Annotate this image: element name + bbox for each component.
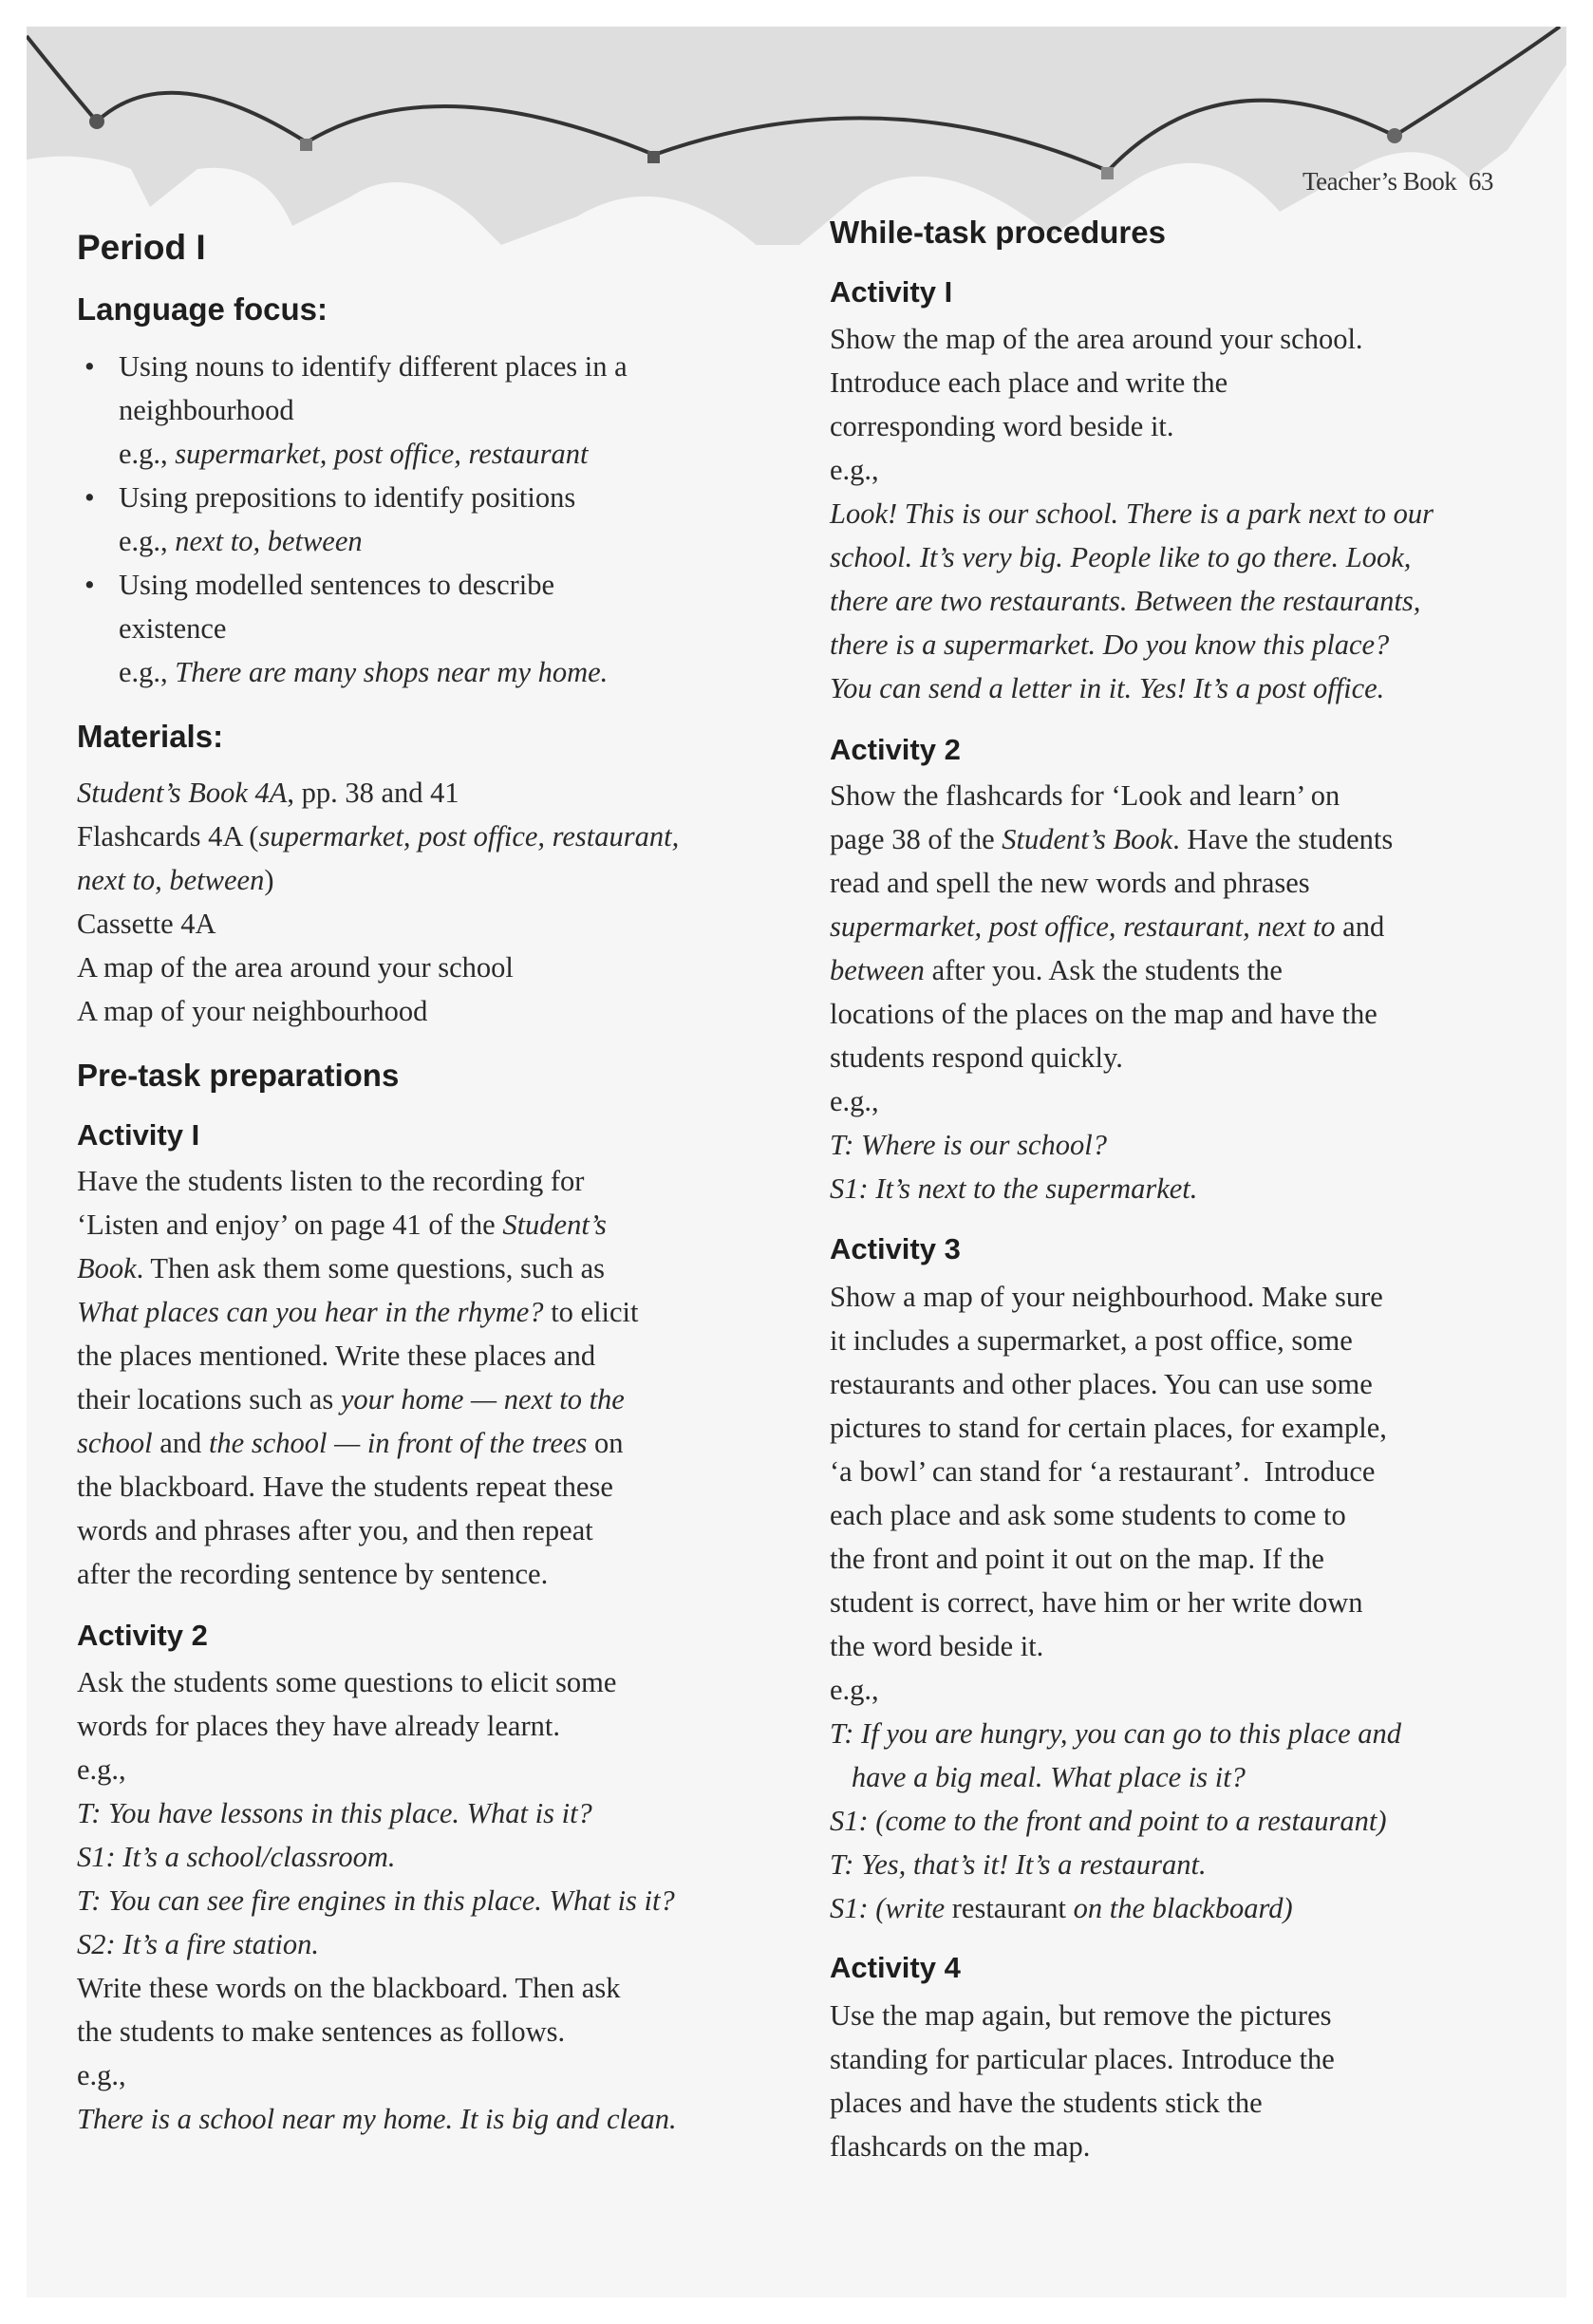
text-line bbox=[830, 1167, 1393, 1210]
italic-text: What places can you hear in the rhyme? bbox=[77, 1296, 544, 1328]
text: , pp. 38 and 41 bbox=[287, 777, 459, 809]
text: Flashcards 4A ( bbox=[77, 820, 259, 853]
text: locations of the places on the map and have the bbox=[830, 998, 1377, 1030]
text: places and have the students stick the bbox=[830, 2087, 1263, 2119]
text: A map of your neighbourhood bbox=[77, 995, 428, 1027]
text: it includes a supermarket, a post office, some bbox=[830, 1324, 1353, 1357]
text: Using modelled sentences to describe bbox=[119, 569, 555, 601]
italic-text: there are two restaurants. Between the restaurants, bbox=[830, 585, 1421, 617]
text-line bbox=[830, 1843, 1401, 1886]
text-line bbox=[830, 2081, 1335, 2125]
text-line bbox=[77, 1552, 639, 1596]
text-line bbox=[77, 858, 679, 902]
text: e.g., bbox=[119, 438, 176, 470]
italic-text: You can send a letter in it. Yes! It’s a post office. bbox=[830, 672, 1385, 704]
italic-text: T: Where is our school? bbox=[830, 1129, 1107, 1161]
text: words for places they have already learnt. bbox=[77, 1710, 560, 1742]
text: standing for particular places. Introduce the bbox=[830, 2043, 1335, 2075]
italic-text: your home — next to the bbox=[340, 1383, 625, 1415]
whiletask-heading: While-task procedures bbox=[830, 215, 1166, 250]
text-line bbox=[830, 1581, 1401, 1624]
text-line bbox=[77, 1334, 639, 1378]
text-line bbox=[830, 448, 1434, 492]
pretask-activity1-text bbox=[77, 1159, 639, 1596]
bullet-item bbox=[84, 563, 764, 694]
text: each place and ask some students to come to bbox=[830, 1499, 1346, 1531]
text: Cassette 4A bbox=[77, 908, 216, 940]
italic-text: There is a school near my home. It is big and clean. bbox=[77, 2103, 677, 2135]
text: restaurants and other places. You can use some bbox=[830, 1368, 1373, 1400]
text: the blackboard. Have the students repeat these bbox=[77, 1471, 613, 1503]
text: the places mentioned. Write these places and bbox=[77, 1340, 596, 1372]
text: and bbox=[1335, 910, 1385, 943]
text-line bbox=[830, 1123, 1393, 1167]
text-line bbox=[830, 1406, 1401, 1450]
text: Introduce each place and write the bbox=[830, 366, 1228, 399]
whiletask-activity3-heading: Activity 3 bbox=[830, 1232, 961, 1265]
text: the students to make sentences as follows. bbox=[77, 2015, 566, 2048]
italic-text: T: You have lessons in this place. What is it? bbox=[77, 1797, 592, 1829]
italic-text: next to, between bbox=[77, 864, 265, 896]
text-line bbox=[77, 815, 679, 858]
italic-text: S1: It’s next to the supermarket. bbox=[830, 1172, 1198, 1205]
italic-text: supermarket, post office, restaurant, next to bbox=[830, 910, 1336, 943]
pretask-heading: Pre-task preparations bbox=[77, 1058, 400, 1093]
text-line bbox=[830, 1036, 1393, 1079]
page-number: 63 bbox=[1468, 167, 1493, 196]
materials-list bbox=[77, 771, 679, 1033]
text: flashcards on the map. bbox=[830, 2130, 1091, 2163]
italic-text: Student’s bbox=[502, 1209, 607, 1241]
text: and bbox=[152, 1427, 209, 1459]
text-line bbox=[77, 1791, 677, 1835]
italic-text: Book bbox=[77, 1252, 137, 1284]
text-line bbox=[77, 1879, 677, 1922]
text-line bbox=[119, 476, 764, 519]
text: Use the map again, but remove the pictures bbox=[830, 1999, 1332, 2032]
text: . Then ask them some questions, such as bbox=[136, 1252, 605, 1284]
italic-text: T: If you are hungry, you can go to this place and bbox=[830, 1717, 1402, 1750]
text-line bbox=[830, 1755, 1401, 1799]
text-line bbox=[830, 666, 1434, 710]
text-line bbox=[77, 1704, 677, 1748]
text: after you. Ask the students the bbox=[924, 954, 1283, 986]
whiletask-activity3-text bbox=[830, 1275, 1401, 1930]
text: e.g., bbox=[77, 1753, 126, 1786]
text-line bbox=[77, 1465, 639, 1509]
text: ‘Listen and enjoy’ on page 41 of the bbox=[77, 1209, 503, 1241]
text: pictures to stand for certain places, for example, bbox=[830, 1412, 1387, 1444]
language-focus-list bbox=[84, 345, 764, 694]
bullet-icon: • bbox=[84, 569, 95, 601]
text-line bbox=[77, 946, 679, 989]
text-line bbox=[77, 989, 679, 1033]
pretask-activity2-heading: Activity 2 bbox=[77, 1619, 208, 1652]
text-line bbox=[830, 905, 1393, 948]
text-line bbox=[830, 2037, 1335, 2081]
text-line bbox=[830, 492, 1434, 535]
text-line bbox=[77, 1748, 677, 1791]
text: Using nouns to identify different places in a bbox=[119, 350, 628, 383]
language-focus-heading: Language focus: bbox=[77, 291, 328, 327]
text: the front and point it out on the map. If the bbox=[830, 1543, 1324, 1575]
text-line bbox=[77, 1922, 677, 1966]
text-line bbox=[830, 579, 1434, 623]
italic-text: the school — in front of the trees bbox=[208, 1427, 588, 1459]
text: Using prepositions to identify positions bbox=[119, 481, 576, 514]
text-line bbox=[830, 1537, 1401, 1581]
text-line bbox=[77, 1246, 639, 1290]
text: e.g., bbox=[830, 1674, 879, 1706]
text: Have the students listen to the recording for bbox=[77, 1165, 585, 1197]
banner-band bbox=[27, 27, 1566, 245]
text: corresponding word beside it. bbox=[830, 410, 1174, 442]
italic-text: T: Yes, that’s it! It’s a restaurant. bbox=[830, 1848, 1207, 1881]
text-line bbox=[77, 1966, 677, 2010]
text-line bbox=[830, 1493, 1401, 1537]
text: A map of the area around your school bbox=[77, 951, 514, 984]
text: Show a map of your neighbourhood. Make sure bbox=[830, 1281, 1383, 1313]
text-line bbox=[119, 519, 764, 563]
pin-icon bbox=[89, 114, 104, 129]
text-line bbox=[77, 2010, 677, 2053]
text-line bbox=[77, 1378, 639, 1421]
text: ‘a bowl’ can stand for ‘a restaurant’. Introduce bbox=[830, 1455, 1376, 1488]
pretask-activity1-heading: Activity I bbox=[77, 1118, 200, 1152]
text: e.g., bbox=[830, 1085, 879, 1117]
bullet-item bbox=[84, 476, 764, 563]
italic-text: supermarket, post office, restaurant, bbox=[258, 820, 680, 853]
text: Show the flashcards for ‘Look and learn’ on bbox=[830, 779, 1340, 812]
italic-text: Student’s Book 4A bbox=[77, 777, 288, 809]
text-line bbox=[830, 1799, 1401, 1843]
text-line bbox=[77, 1159, 639, 1203]
italic-text: on the blackboard) bbox=[1066, 1892, 1293, 1924]
text-line bbox=[77, 1421, 639, 1465]
italic-text: next to, between bbox=[175, 525, 363, 557]
text-line bbox=[830, 1079, 1393, 1123]
text-line bbox=[830, 623, 1434, 666]
whiletask-activity1-heading: Activity I bbox=[830, 275, 953, 309]
pin-icon bbox=[1101, 167, 1114, 179]
text: Write these words on the blackboard. Then ask bbox=[77, 1972, 621, 2004]
text-line bbox=[119, 607, 764, 650]
text-line bbox=[830, 535, 1434, 579]
italic-text: Student’s Book bbox=[1002, 823, 1173, 855]
text-line bbox=[119, 563, 764, 607]
text: neighbourhood bbox=[119, 394, 294, 426]
italic-text: S1: It’s a school/classroom. bbox=[77, 1841, 396, 1873]
italic-text: S1: (write bbox=[830, 1892, 952, 1924]
whiletask-activity4-text bbox=[830, 1994, 1335, 2168]
text-line bbox=[830, 2125, 1335, 2168]
italic-text: between bbox=[830, 954, 925, 986]
text-line bbox=[830, 1668, 1401, 1712]
text: e.g., bbox=[119, 525, 176, 557]
text-line bbox=[77, 902, 679, 946]
text-line bbox=[119, 345, 764, 388]
pin-icon bbox=[647, 151, 660, 163]
italic-text: school bbox=[77, 1427, 153, 1459]
text-line bbox=[830, 774, 1393, 817]
text-line bbox=[830, 817, 1393, 861]
text: on bbox=[587, 1427, 624, 1459]
text-line bbox=[119, 388, 764, 432]
pretask-activity2-text bbox=[77, 1660, 677, 2141]
whiletask-activity4-heading: Activity 4 bbox=[830, 1951, 961, 1984]
book-title: Teacher’s Book bbox=[1303, 167, 1457, 196]
whiletask-activity2-heading: Activity 2 bbox=[830, 733, 961, 766]
text-line bbox=[119, 432, 764, 476]
text: restaurant bbox=[951, 1892, 1067, 1924]
bullet-item bbox=[84, 345, 764, 476]
text-line bbox=[830, 1450, 1401, 1493]
text-line bbox=[77, 1509, 639, 1552]
italic-text: school. It’s very big. People like to go there. Look, bbox=[830, 541, 1412, 573]
text-line bbox=[830, 361, 1434, 404]
italic-text: Look! This is our school. There is a park next to our bbox=[830, 497, 1434, 530]
italic-text: There are many shops near my home. bbox=[175, 656, 609, 688]
text: read and spell the new words and phrases bbox=[830, 867, 1310, 899]
text: student is correct, have him or her write down bbox=[830, 1586, 1363, 1619]
bullet-icon: • bbox=[84, 481, 95, 514]
italic-text: there is a supermarket. Do you know this place? bbox=[830, 628, 1390, 661]
text-line bbox=[77, 771, 679, 815]
text-line bbox=[77, 1203, 639, 1246]
text: ) bbox=[264, 864, 274, 896]
period-title: Period I bbox=[77, 228, 206, 267]
text: Show the map of the area around your school. bbox=[830, 323, 1363, 355]
text-line bbox=[830, 1994, 1335, 2037]
text: after the recording sentence by sentence. bbox=[77, 1558, 549, 1590]
text-line bbox=[830, 1362, 1401, 1406]
text-line bbox=[830, 404, 1434, 448]
running-header bbox=[1303, 167, 1493, 197]
italic-text: have a big meal. What place is it? bbox=[830, 1761, 1246, 1793]
text: e.g., bbox=[77, 2059, 126, 2091]
text-line bbox=[830, 1319, 1401, 1362]
text: e.g., bbox=[830, 454, 879, 486]
italic-text: S1: (come to the front and point to a restaurant) bbox=[830, 1805, 1387, 1837]
text-line bbox=[830, 1624, 1401, 1668]
text: existence bbox=[119, 612, 227, 645]
pin-icon bbox=[1387, 128, 1402, 143]
text-line bbox=[119, 650, 764, 694]
text-line bbox=[77, 1290, 639, 1334]
whiletask-activity2-text bbox=[830, 774, 1393, 1210]
text: to elicit bbox=[543, 1296, 639, 1328]
text-line bbox=[77, 2053, 677, 2097]
text-line bbox=[830, 1712, 1401, 1755]
text-line bbox=[830, 1275, 1401, 1319]
text: e.g., bbox=[119, 656, 176, 688]
text-line bbox=[830, 1886, 1401, 1930]
text: page 38 of the bbox=[830, 823, 1003, 855]
text-line bbox=[77, 2097, 677, 2141]
text-line bbox=[77, 1835, 677, 1879]
text: students respond quickly. bbox=[830, 1041, 1123, 1074]
italic-text: T: You can see fire engines in this place. What is it? bbox=[77, 1884, 675, 1917]
text-line bbox=[77, 1660, 677, 1704]
text: the word beside it. bbox=[830, 1630, 1044, 1662]
text-line bbox=[830, 861, 1393, 905]
italic-text: supermarket, post office, restaurant bbox=[175, 438, 589, 470]
materials-heading: Materials: bbox=[77, 719, 224, 754]
whiletask-activity1-text bbox=[830, 317, 1434, 710]
text-line bbox=[830, 317, 1434, 361]
italic-text: S2: It’s a fire station. bbox=[77, 1928, 320, 1960]
text: words and phrases after you, and then repeat bbox=[77, 1514, 593, 1546]
decorative-banner bbox=[27, 27, 1566, 245]
pin-icon bbox=[300, 139, 312, 151]
text: . Have the students bbox=[1172, 823, 1394, 855]
text-line bbox=[830, 948, 1393, 992]
text: Ask the students some questions to elicit some bbox=[77, 1666, 617, 1698]
bullet-icon: • bbox=[84, 350, 95, 383]
text-line bbox=[830, 992, 1393, 1036]
text: their locations such as bbox=[77, 1383, 341, 1415]
